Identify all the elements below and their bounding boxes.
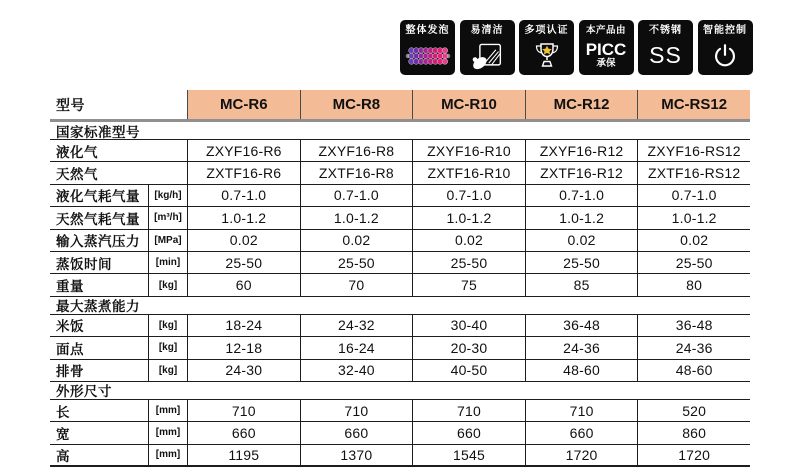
table-row [50,162,750,184]
spec-value: 1.0-1.2 [637,207,750,228]
ss-brand: SS [649,42,682,69]
spec-value: 36-48 [637,315,750,336]
feature-badge [638,20,693,75]
spec-value: 48-60 [525,360,638,381]
spec-value: 60 [187,274,300,295]
table-row [50,400,750,422]
spec-value: 16-24 [300,337,413,358]
spec-table [50,90,750,467]
section-label: 国家标准型号 [56,124,140,139]
spec-value: ZXTF16-R6 [187,162,300,183]
row-label: 长 [56,404,70,420]
picc-text [579,36,634,76]
row-unit: [min] [148,252,187,273]
model-column-header: MC-RS12 [637,90,750,119]
row-label: 米饭 [56,319,84,335]
ss-text [638,36,693,75]
badge-label: 整体发泡 [405,25,450,36]
spec-value: 18-24 [187,315,300,336]
row-label: 面点 [56,341,84,357]
spec-value: 0.02 [412,230,525,251]
row-label: 液化气 [56,144,98,160]
table-row [50,207,750,229]
row-unit: [kg/h] [148,185,187,206]
spec-value: 25-50 [412,252,525,273]
spec-value: 24-32 [300,315,413,336]
spec-value: 0.7-1.0 [637,185,750,206]
spec-value: 80 [637,274,750,295]
badge-label: 多项认证 [524,25,569,36]
row-unit: [m³/h] [148,207,187,228]
spec-value: 32-40 [300,360,413,381]
row-unit: [kg] [148,360,187,381]
row-label: 蒸饭时间 [56,256,112,272]
table-row [50,315,750,337]
spec-value: 0.02 [300,230,413,251]
spec-value: 710 [412,400,525,421]
spec-value: 1370 [300,445,413,465]
model-column-header: MC-R12 [525,90,638,119]
spec-value: 1.0-1.2 [525,207,638,228]
spec-value: 36-48 [525,315,638,336]
picc-brand: PICC [585,39,627,59]
spec-value: 0.02 [525,230,638,251]
spec-value: 85 [525,274,638,295]
spec-value: 24-30 [187,360,300,381]
table-row [50,230,750,252]
model-column-header: MC-R10 [412,90,525,119]
badge-label: 智能控制 [703,25,747,36]
feature-badge [460,20,515,75]
model-column-header: MC-R8 [300,90,413,119]
section-row [50,382,750,400]
table-body [50,122,750,467]
spec-value: 25-50 [525,252,638,273]
spec-value: 25-50 [187,252,300,273]
spec-value: 40-50 [412,360,525,381]
spec-value: 660 [300,422,413,443]
spec-value: ZXTF16-R8 [300,162,413,183]
row-unit: [mm] [148,445,187,465]
spec-value: ZXTF16-R10 [412,162,525,183]
spec-value: 1195 [187,445,300,465]
spec-value: 25-50 [300,252,413,273]
feature-badge [400,20,455,75]
row-label: 输入蒸汽压力 [56,234,140,250]
spec-value: 1.0-1.2 [187,207,300,228]
spec-value: ZXTF16-R12 [525,162,638,183]
spec-value: 0.02 [637,230,750,251]
table-row [50,360,750,382]
badge-label: 不锈钢 [649,25,682,36]
model-column-header: MC-R6 [187,90,300,119]
spec-value: 25-50 [637,252,750,273]
row-unit: [kg] [148,337,187,358]
table-row [50,185,750,207]
row-label: 宽 [56,426,70,442]
badge-strip [400,20,753,75]
row-label: 天然气耗气量 [56,211,140,227]
spec-value: 0.7-1.0 [187,185,300,206]
spec-value: 860 [637,422,750,443]
table-row [50,337,750,359]
spec-value: 20-30 [412,337,525,358]
feature-badge [579,20,634,75]
spec-value: 0.02 [187,230,300,251]
spec-value: 1545 [412,445,525,465]
section-row [50,122,750,140]
spec-value: ZXYF16-R6 [187,140,300,161]
feature-badge [519,20,574,75]
row-label: 重量 [56,279,84,295]
spec-value: 48-60 [637,360,750,381]
row-unit: [mm] [148,400,187,421]
clean-hand-icon [460,36,515,75]
feature-badge [698,20,753,75]
row-unit: [mm] [148,422,187,443]
section-label: 外形尺寸 [56,384,112,399]
row-unit: [MPa] [148,230,187,251]
spec-value: 12-18 [187,337,300,358]
spec-value: 70 [300,274,413,295]
spec-value: ZXYF16-R10 [412,140,525,161]
spec-value: 1.0-1.2 [412,207,525,228]
spec-value: 660 [412,422,525,443]
foam-icon [400,36,455,75]
spec-value: 24-36 [637,337,750,358]
spec-value: 30-40 [412,315,525,336]
spec-value: 660 [187,422,300,443]
table-row [50,140,750,162]
badge-label: 易清洁 [470,25,504,36]
spec-value: ZXYF16-R12 [525,140,638,161]
spec-value: ZXYF16-R8 [300,140,413,161]
spec-value: 1.0-1.2 [300,207,413,228]
model-header-row [50,90,750,119]
model-header-label: 型号 [56,96,85,113]
spec-value: 710 [300,400,413,421]
spec-value: 520 [637,400,750,421]
table-row [50,252,750,274]
spec-value: 710 [187,400,300,421]
row-label: 高 [56,448,70,464]
spec-value: 1720 [637,445,750,465]
spec-value: 75 [412,274,525,295]
row-unit: [kg] [148,274,187,295]
table-row [50,422,750,444]
spec-value: 0.7-1.0 [300,185,413,206]
spec-value: 24-36 [525,337,638,358]
table-row [50,445,750,467]
row-label: 排骨 [56,364,84,380]
trophy-icon [519,36,574,75]
spec-value: 660 [525,422,638,443]
row-label: 液化气耗气量 [56,189,140,205]
row-label: 天然气 [56,167,98,183]
section-row [50,297,750,315]
section-label: 最大蒸煮能力 [56,299,140,314]
row-unit: [kg] [148,315,187,336]
badge-label: 本产品由 [585,25,626,36]
spec-value: ZXTF16-RS12 [637,162,750,183]
picc-sublabel: 承保 [596,58,616,70]
table-row [50,274,750,296]
spec-value: 0.7-1.0 [525,185,638,206]
spec-value: 0.7-1.0 [412,185,525,206]
power-icon [698,36,753,75]
spec-value: 1720 [525,445,638,465]
spec-value: ZXYF16-RS12 [637,140,750,161]
spec-value: 710 [525,400,638,421]
